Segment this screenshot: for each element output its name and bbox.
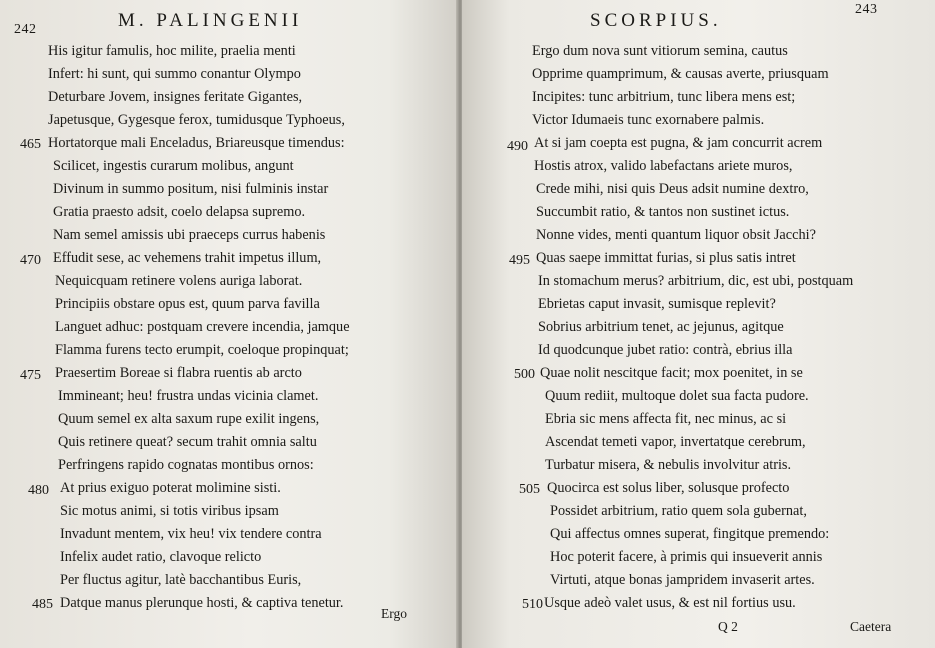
catchword-left: Ergo — [381, 606, 407, 621]
signature-mark: Q 2 — [718, 619, 738, 634]
verse-line: Infelix audet ratio, clavoque relicto — [60, 549, 262, 565]
verse-line: Ergo dum nova sunt vitiorum semina, cautus — [532, 43, 788, 59]
verse-line: Turbatur misera, & nebulis involvitur atris. — [545, 457, 792, 473]
right-page — [462, 0, 935, 648]
verse-line: Hortatorque mali Enceladus, Briareusque timendus: — [48, 135, 345, 151]
verse-line: Ascendat temeti vapor, invertatque cerebrum, — [545, 434, 806, 450]
page-number-right: 243 — [855, 2, 878, 17]
verse-line: At prius exiguo poterat molimine sisti. — [60, 480, 281, 496]
verse-line: Immineant; heu! frustra undas vicinia clamet. — [58, 388, 319, 404]
verse-line: Languet adhuc: postquam crevere incendia, jamque — [55, 319, 350, 335]
verse-line: Victor Idumaeis tunc exornabere palmis. — [532, 112, 765, 128]
catchword-right: Caetera — [850, 619, 892, 634]
line-number: 470 — [20, 253, 41, 268]
verse-line: Sic motus animi, si totis viribus ipsam — [60, 503, 279, 519]
verse-line: Datque manus plerunque hosti, & captiva tenetur. — [60, 595, 344, 611]
verse-line: Effudit sese, ac vehemens trahit impetus illum, — [53, 250, 322, 266]
verse-line: Nequicquam retinere volens auriga laborat. — [55, 273, 303, 289]
verse-line: Deturbare Jovem, insignes feritate Gigantes, — [48, 89, 303, 105]
verse-line: Quocirca est solus liber, solusque profecto — [547, 480, 790, 496]
verse-line: Qui affectus omnes superat, fingitque premendo: — [550, 526, 830, 542]
verse-line: Virtuti, atque bonas jampridem invaserit artes. — [550, 572, 815, 588]
page-number-left: 242 — [14, 22, 37, 37]
verse-line: Ebria sic mens affecta fit, nec minus, ac si — [545, 411, 787, 427]
verse-line: Opprime quamprimum, & causas averte, priusquam — [532, 66, 829, 82]
verse-line: Quum rediit, multoque dolet sua facta pudore. — [545, 388, 809, 404]
line-number: 465 — [20, 137, 41, 152]
verse-line: Succumbit ratio, & tantos non sustinet ictus. — [536, 204, 790, 220]
verse-line: Quae nolit nescitque facit; mox poenitet, in se — [540, 365, 803, 381]
verse-line: In stomachum merus? arbitrium, dic, est ubi, postquam — [538, 273, 854, 289]
verse-line: Nam semel amissis ubi praeceps currus habenis — [53, 227, 326, 243]
verse-line: Quas saepe immittat furias, si plus satis intret — [536, 250, 796, 266]
verse-line: Nonne vides, menti quantum liquor obsit Jacchi? — [536, 227, 816, 243]
running-head-right: SCORPIUS. — [590, 10, 722, 31]
line-number: 480 — [28, 483, 49, 498]
verse-line: Scilicet, ingestis curarum molibus, angunt — [53, 158, 294, 174]
left-page — [0, 0, 458, 648]
line-number: 500 — [514, 367, 535, 382]
verse-line: Divinum in summo positum, nisi fulminis instar — [53, 181, 329, 197]
verse-line: At si jam coepta est pugna, & jam concurrit acrem — [534, 135, 823, 151]
verse-line: Gratia praesto adsit, coelo delapsa supremo. — [53, 204, 306, 220]
verse-line: Incipites: tunc arbitrium, tunc libera mens est; — [532, 89, 796, 105]
verse-line: Praesertim Boreae si flabra ruentis ab arcto — [55, 365, 302, 381]
verse-line: Possidet arbitrium, ratio quem sola gubernat, — [550, 503, 807, 519]
verse-line: Crede mihi, nisi quis Deus adsit numine dextro, — [536, 181, 809, 197]
verse-line: Japetusque, Gygesque ferox, tumidusque Typhoeus, — [48, 112, 345, 128]
running-head-left: M. PALINGENII — [118, 10, 303, 31]
line-number: 485 — [32, 597, 53, 612]
verse-line: His igitur famulis, hoc milite, praelia menti — [48, 43, 296, 59]
verse-line: Infert: hi sunt, qui summo conantur Olympo — [48, 66, 301, 82]
verse-line: Usque adeò valet usus, & est nil fortius usu. — [544, 595, 796, 611]
verse-line: Ebrietas caput invasit, sumisque replevit? — [538, 296, 776, 312]
verse-line: Sobrius arbitrium tenet, ac jejunus, agitque — [538, 319, 784, 335]
verse-line: Hostis atrox, valido labefactans ariete muros, — [534, 158, 793, 174]
line-number: 510 — [522, 597, 543, 612]
line-number: 490 — [507, 139, 528, 154]
verse-line: Principiis obstare opus est, quum parva favilla — [55, 296, 320, 312]
verse-line: Id quodcunque jubet ratio: contrà, ebrius illa — [538, 342, 793, 358]
verse-line: Perfringens rapido cognatas montibus ornos: — [58, 457, 314, 473]
line-number: 475 — [20, 368, 41, 383]
verse-line: Quum semel ex alta saxum rupe exilit ingens, — [58, 411, 320, 427]
verse-line: Quis retinere queat? secum trahit omnia saltu — [58, 434, 317, 450]
verse-line: Invadunt mentem, vix heu! vix tendere contra — [60, 526, 322, 542]
verse-line: Per fluctus agitur, latè bacchantibus Euris, — [60, 572, 302, 588]
line-number: 495 — [509, 253, 530, 268]
verse-line: Hoc poterit facere, à primis qui insueverit annis — [550, 549, 823, 565]
line-number: 505 — [519, 482, 540, 497]
verse-line: Flamma furens tecto erumpit, coeloque propinquat; — [55, 342, 349, 358]
